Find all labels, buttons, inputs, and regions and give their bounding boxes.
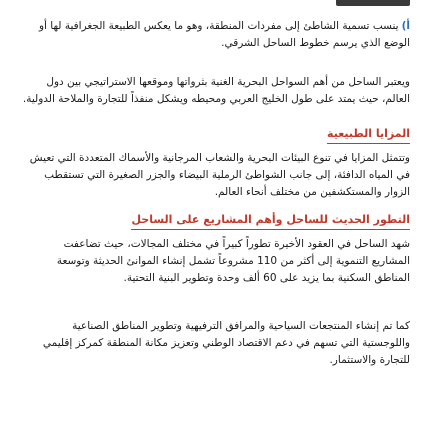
paragraph-4 — [22, 236, 410, 287]
paragraph-1 — [22, 18, 410, 52]
heading-underline — [131, 229, 410, 230]
section-heading-2 — [131, 212, 410, 230]
paragraph-text: ويعتبر الساحل من أهم السواحل البحرية الغنية بثرواتها وموقعها الاستراتيجي بين دول العالم، حيث يمتد على طول الخليج العربي ومحيطه ويشكل منفذاً للتجارة والملاحة الدولية. — [22, 76, 410, 105]
paragraph-2 — [22, 74, 410, 108]
paragraph-text: كما تم إنشاء المنتجعات السياحية والمرافق الترفيهية وتطوير المناطق الصناعية واللوجستية التي تسهم في دعم الاقتصاد الوطني وتعزيز مكانة المنطقة كمركز إقليمي للتجارة والاستثمار. — [42, 320, 410, 366]
paragraph-3 — [22, 150, 410, 201]
heading-underline — [327, 143, 410, 144]
section-heading-1 — [327, 126, 410, 144]
paragraph-5 — [22, 318, 410, 369]
heading-text: التطور الحديث للساحل وأهم المشاريع على الساحل — [131, 213, 410, 226]
paragraph-text: ينسب تسمية الشاطئ إلى مفردات المنطقة، وهو ما يعكس الطبيعة الجغرافية لها أو الوضع الذي يرسم خطوط الساحل الشرقي. — [38, 20, 410, 49]
paragraph-text: شهد الساحل في العقود الأخيرة تطوراً كبيراً في مختلف المجالات، حيث تضاعفت المشاريع التنموية إلى أكثر من 110 مشروعاً تشمل إنشاء الموانئ الحديثة وتوسعة المناطق السكنية بما يزيد على 60 ألف وحدة وتطوير البنية التحتية. — [56, 238, 410, 284]
paragraph-text: وتتمثل المزايا في تنوع البيئات البحرية والشعاب المرجانية والأسماك المتعددة التي تعيش في المياه الدافئة، إلى جانب الشواطئ الرملية البيضاء والجزر الصغيرة التي تستقطب الزوار والمستكشفين من مختلف أنحاء العالم. — [29, 152, 410, 198]
paragraph-bullet: أ) — [401, 20, 410, 32]
heading-text: المزايا الطبيعية — [327, 127, 410, 140]
header-tab — [336, 0, 410, 6]
